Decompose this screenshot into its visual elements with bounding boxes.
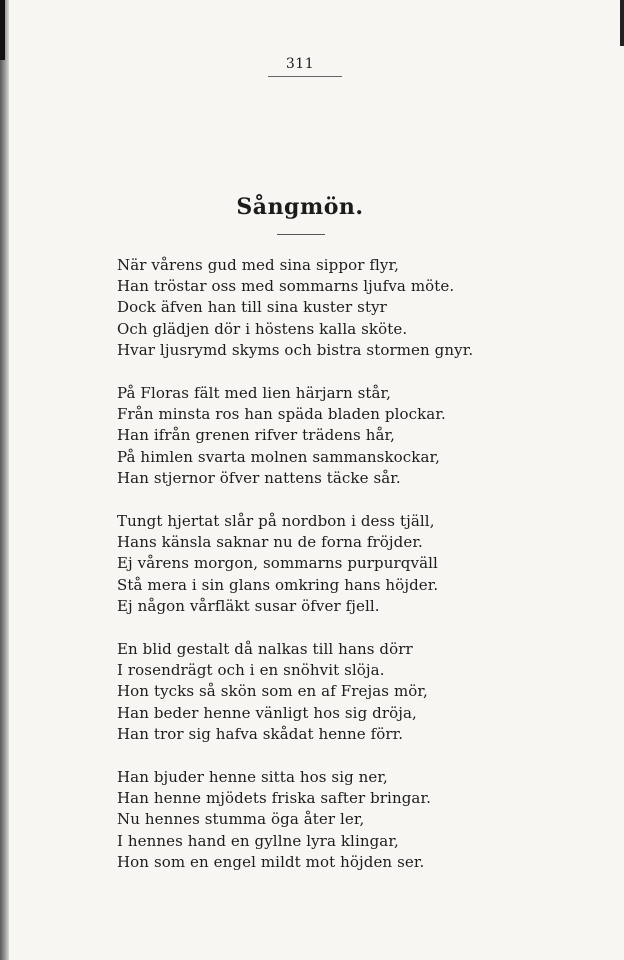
poem-line: Nu hennes stumma öga åter ler, (117, 810, 365, 829)
poem-line: I hennes hand en gyllne lyra klingar, (117, 831, 399, 850)
poem-line: Ej någon vårfläkt susar öfver fjell. (117, 596, 380, 615)
poem-line: Han beder henne vänligt hos sig dröja, (117, 703, 417, 722)
poem-line: Hon som en engel mildt mot höjden ser. (117, 852, 425, 871)
poem-line: Han tror sig hafva skådat henne förr. (117, 724, 404, 743)
stanza (117, 511, 497, 617)
title-rule (277, 234, 325, 235)
poem-line: Hans känsla saknar nu de forna fröjder. (117, 533, 423, 552)
poem-line: Ej vårens morgon, sommarns purpurqväll (117, 554, 438, 573)
poem-line: Från minsta ros han späda bladen plockar. (117, 405, 446, 424)
poem-line: Hon tycks så skön som en af Frejas mör, (117, 682, 428, 701)
poem-line: När vårens gud med sina sippor flyr, (117, 256, 399, 274)
poem-title: Sångmön. (236, 194, 364, 220)
poem-line: På himlen svarta molnen sammanskockar, (117, 447, 440, 466)
page-number-rule (268, 76, 342, 77)
poem-line: Och glädjen dör i höstens kalla sköte. (117, 319, 408, 338)
stanza (117, 767, 497, 873)
stanza (117, 383, 497, 489)
poem-line: Stå mera i sin glans omkring hans höjder. (117, 575, 439, 594)
page-edge-mark (620, 0, 624, 46)
binding-shadow (0, 0, 5, 60)
poem-line: Han ifrån grenen rifver trädens hår, (117, 426, 396, 445)
poem-line: Dock äfven han till sina kuster styr (117, 298, 387, 317)
poem-line: I rosendrägt och i en snöhvit slöja. (117, 661, 385, 680)
page-number: 311 (285, 56, 315, 72)
poem-line: Han tröstar oss med sommarns ljufva möte. (117, 277, 455, 296)
poem-line: Han stjernor öfver nattens täcke sår. (117, 468, 401, 487)
poem-body (117, 255, 497, 895)
stanza (117, 639, 497, 745)
poem-line: Tungt hjertat slår på nordbon i dess tjäll, (117, 512, 435, 531)
poem-line: På Floras fält med lien härjarn står, (117, 384, 392, 403)
poem-line: Hvar ljusrymd skyms och bistra stormen gnyr. (117, 340, 474, 359)
poem-line: Han henne mjödets friska safter bringar. (117, 789, 431, 808)
poem-line: Han bjuder henne sitta hos sig ner, (117, 768, 388, 787)
poem-line: En blid gestalt då nalkas till hans dörr (117, 640, 413, 659)
page-binding-edge (0, 0, 9, 960)
stanza (117, 255, 497, 361)
